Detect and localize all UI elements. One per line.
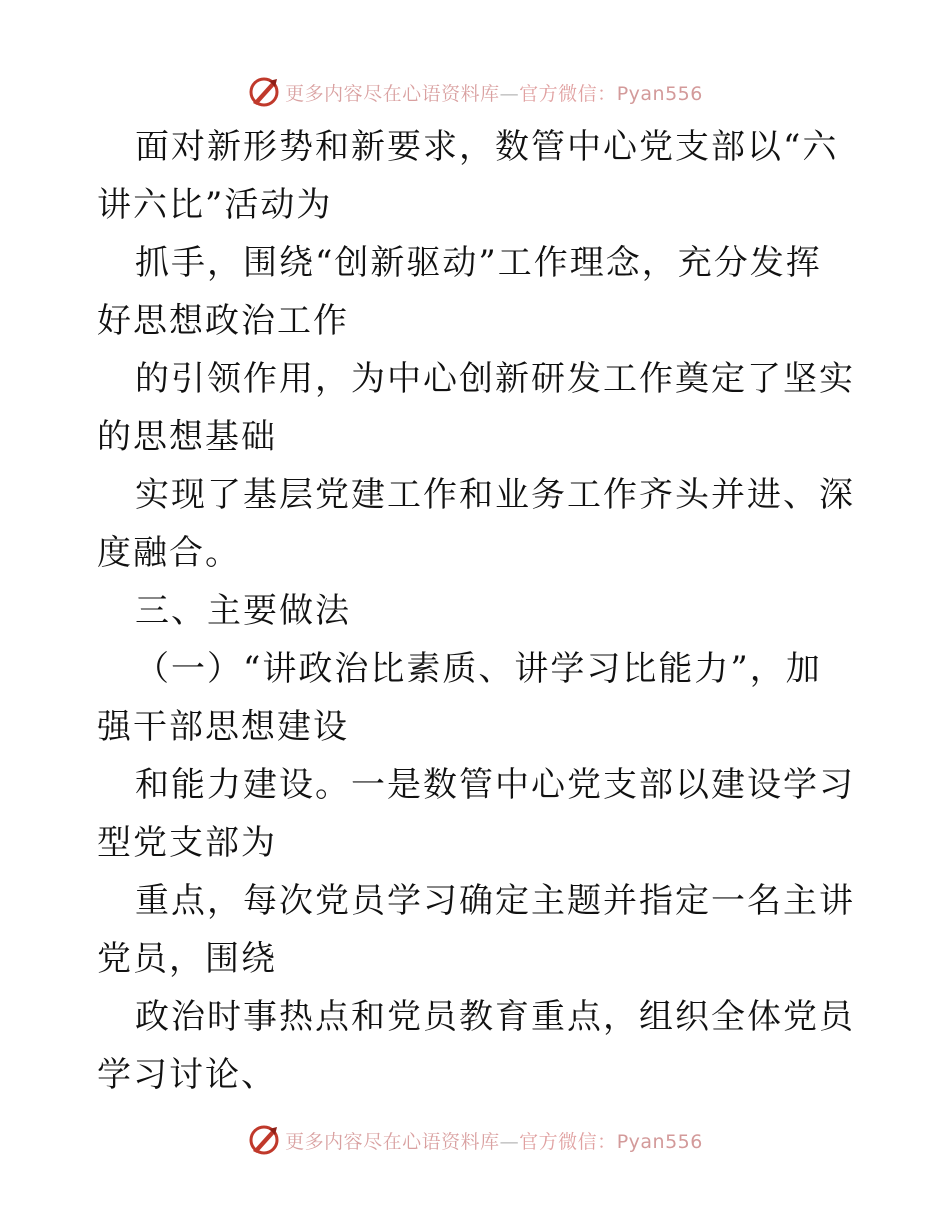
- quill-logo-icon: [247, 75, 281, 109]
- quill-logo-icon: [247, 1123, 281, 1157]
- document-body: [97, 118, 857, 1104]
- watermark-separator: —: [499, 82, 520, 105]
- watermark-wechat-label: 官方微信：: [519, 82, 617, 105]
- section-heading: 三、主要做法: [135, 591, 351, 631]
- paragraph: 实现了基层党建工作和业务工作齐头并进、深度融合。: [97, 475, 855, 573]
- paragraph: （一）“讲政治比素质、讲学习比能力”，加强干部思想建设: [97, 649, 822, 747]
- header-watermark: [0, 72, 950, 112]
- watermark-brand: 更多内容尽在心语资料库: [285, 82, 500, 105]
- paragraph: 的引领作用，为中心创新研发工作奠定了坚实的思想基础: [97, 359, 855, 457]
- watermark-separator: —: [499, 1130, 520, 1153]
- watermark-text: [285, 79, 703, 106]
- watermark-wechat-id: Pyan556: [616, 82, 703, 105]
- watermark-text: [285, 1127, 703, 1154]
- watermark-brand: 更多内容尽在心语资料库: [285, 1130, 500, 1153]
- footer-watermark: [0, 1120, 950, 1160]
- paragraph: 和能力建设。一是数管中心党支部以建设学习型党支部为: [97, 765, 855, 863]
- paragraph: 抓手，围绕“创新驱动”工作理念，充分发挥好思想政治工作: [97, 243, 822, 341]
- paragraph: 政治时事热点和党员教育重点，组织全体党员学习讨论、: [97, 997, 855, 1095]
- paragraph: 面对新形势和新要求，数管中心党支部以“六讲六比”活动为: [97, 127, 839, 225]
- watermark-wechat-label: 官方微信：: [519, 1130, 617, 1153]
- watermark-wechat-id: Pyan556: [616, 1130, 703, 1153]
- paragraph: 重点，每次党员学习确定主题并指定一名主讲党员，围绕: [97, 881, 855, 979]
